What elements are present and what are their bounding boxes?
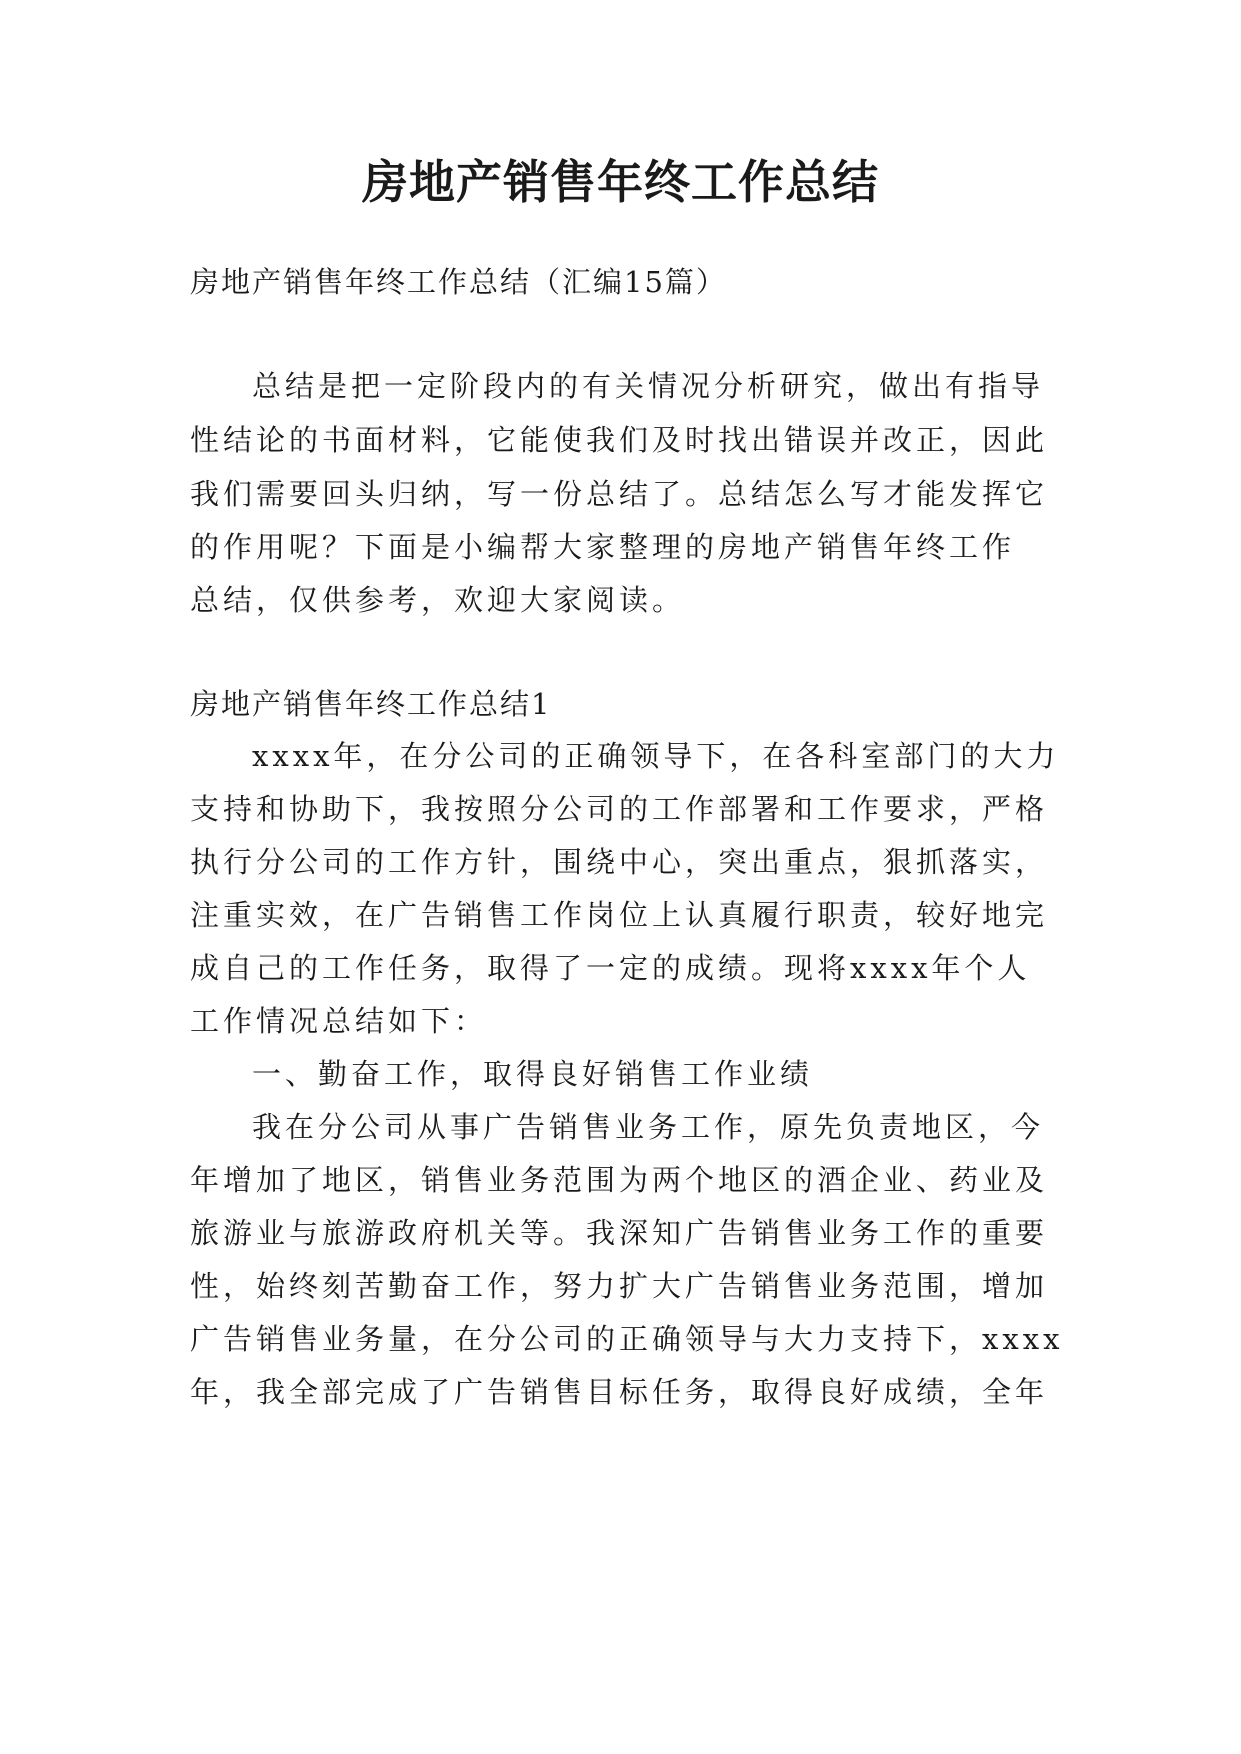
paragraph-line: 年，我全部完成了广告销售目标任务，取得良好成绩，全年 <box>190 1375 1049 1409</box>
paragraph-line: 支持和协助下，我按照分公司的工作部署和工作要求，严格 <box>190 792 1049 826</box>
section-heading: 房地产销售年终工作总结1 <box>190 687 552 721</box>
paragraph-line: 广告销售业务量，在分公司的正确领导与大力支持下，xxxx <box>190 1322 1064 1356</box>
paragraph-line: 我在分公司从事广告销售业务工作，原先负责地区，今 <box>252 1110 1045 1144</box>
intro-line: 的作用呢？下面是小编帮大家整理的房地产销售年终工作 <box>190 530 1016 564</box>
intro-line: 性结论的书面材料，它能使我们及时找出错误并改正，因此 <box>190 423 1049 457</box>
paragraph-line: 成自己的工作任务，取得了一定的成绩。现将xxxx年个人 <box>190 951 1031 985</box>
intro-line: 总结，仅供参考，欢迎大家阅读。 <box>190 583 686 617</box>
paragraph-line: 年增加了地区，销售业务范围为两个地区的酒企业、药业及 <box>190 1163 1049 1197</box>
paragraph-line: 注重实效，在广告销售工作岗位上认真履行职责，较好地完 <box>190 898 1049 932</box>
document-title: 房地产销售年终工作总结 <box>362 155 879 209</box>
sub-heading: 一、勤奋工作，取得良好销售工作业绩 <box>252 1057 814 1091</box>
intro-line: 总结是把一定阶段内的有关情况分析研究，做出有指导 <box>252 369 1045 403</box>
paragraph-line: 旅游业与旅游政府机关等。我深知广告销售业务工作的重要 <box>190 1216 1049 1250</box>
paragraph-line: 执行分公司的工作方针，围绕中心，突出重点，狠抓落实， <box>190 845 1049 879</box>
paragraph-line: 性，始终刻苦勤奋工作，努力扩大广告销售业务范围，增加 <box>190 1269 1049 1303</box>
paragraph-line: xxxx年，在分公司的正确领导下，在各科室部门的大力 <box>252 739 1060 773</box>
document-subtitle: 房地产销售年终工作总结（汇编15篇） <box>190 265 727 299</box>
paragraph-line: 工作情况总结如下： <box>190 1004 488 1038</box>
intro-line: 我们需要回头归纳，写一份总结了。总结怎么写才能发挥它 <box>190 477 1049 511</box>
